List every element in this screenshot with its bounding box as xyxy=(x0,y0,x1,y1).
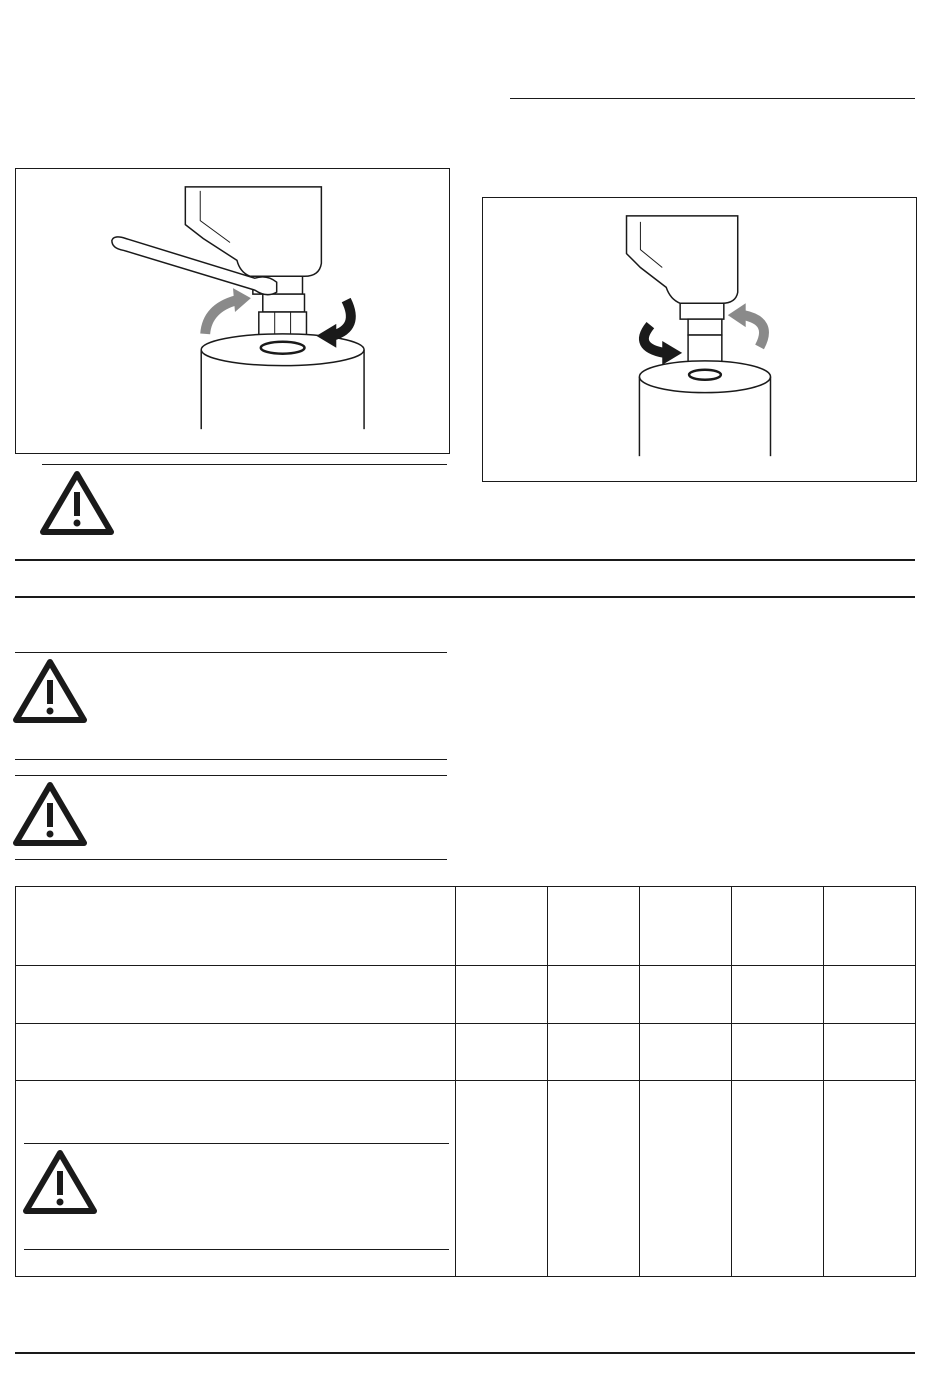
table-cell xyxy=(456,1024,548,1081)
section-rule-2 xyxy=(15,596,915,598)
warning-3-top-rule xyxy=(15,775,447,776)
warning-triangle-icon xyxy=(23,1149,97,1215)
table-cell xyxy=(640,1081,732,1277)
figure-hand-tighten xyxy=(482,197,917,482)
table-cell xyxy=(548,1081,640,1277)
footer-rule xyxy=(15,1352,915,1354)
table-cell xyxy=(16,1024,456,1081)
warning-2-top-rule xyxy=(15,652,447,653)
table-cell xyxy=(824,1024,916,1081)
warning-1-top-rule xyxy=(42,464,447,465)
table-cell xyxy=(732,1024,824,1081)
table-cell xyxy=(640,966,732,1024)
table-cell xyxy=(640,1024,732,1081)
table-header-cell xyxy=(548,887,640,966)
table-cell xyxy=(456,1081,548,1277)
table-row xyxy=(16,1024,916,1081)
table-warning-bottom-rule xyxy=(24,1249,449,1250)
table-warning-block xyxy=(16,1081,455,1276)
table-warning-top-rule xyxy=(24,1143,449,1144)
table-cell xyxy=(456,966,548,1024)
table-cell xyxy=(824,966,916,1024)
table-cell-with-warning xyxy=(16,1081,456,1277)
table-header-cell xyxy=(16,887,456,966)
table-header-cell xyxy=(640,887,732,966)
table-header-cell xyxy=(456,887,548,966)
table-cell xyxy=(824,1081,916,1277)
table-cell xyxy=(16,966,456,1024)
figure-wrench-loosen xyxy=(15,168,450,454)
header-rule xyxy=(510,98,915,99)
table-cell xyxy=(548,966,640,1024)
table-row xyxy=(16,966,916,1024)
table-row xyxy=(16,1081,916,1277)
hand-tighten-illustration xyxy=(483,198,916,481)
table-cell xyxy=(548,1024,640,1081)
warning-triangle-icon xyxy=(13,781,87,847)
table-header-cell xyxy=(824,887,916,966)
table-cell xyxy=(732,966,824,1024)
table-cell xyxy=(732,1081,824,1277)
warning-triangle-icon xyxy=(13,658,87,724)
warning-3-bottom-rule xyxy=(15,859,447,860)
warning-1 xyxy=(40,470,114,536)
warning-2 xyxy=(13,658,87,724)
warning-3 xyxy=(13,781,87,847)
maintenance-table xyxy=(15,886,916,1277)
warning-2-bottom-rule xyxy=(15,759,447,760)
section-rule-1 xyxy=(15,559,915,561)
table-header-cell xyxy=(732,887,824,966)
warning-triangle-icon xyxy=(40,470,114,536)
warning-4 xyxy=(23,1149,97,1215)
table-header-row xyxy=(16,887,916,966)
wrench-loosen-illustration xyxy=(16,169,449,453)
